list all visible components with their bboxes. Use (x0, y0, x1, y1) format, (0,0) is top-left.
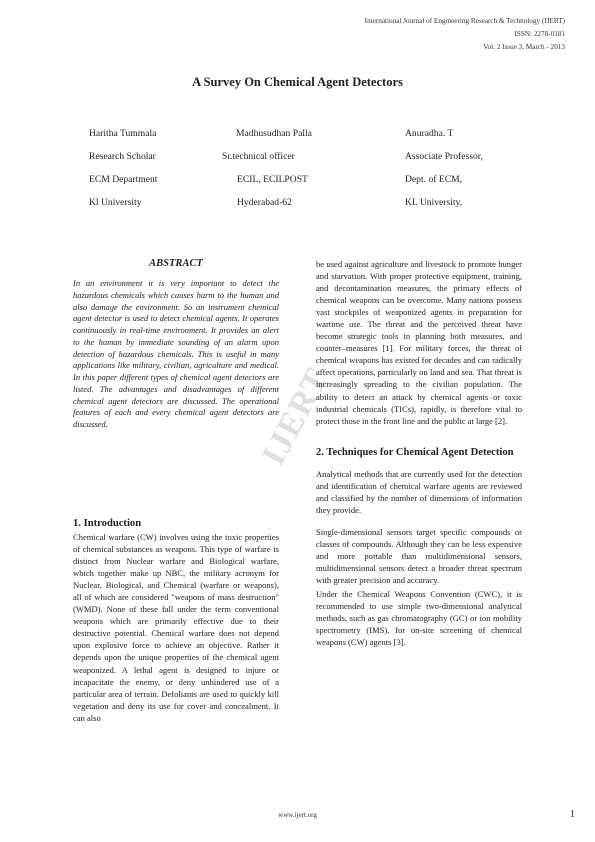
journal-name: International Journal of Engineering Research & Technology (IJERT) (364, 17, 565, 25)
page-number: 1 (570, 809, 575, 820)
left-column (73, 258, 279, 431)
author-1-org: Kl University (89, 197, 142, 208)
author-2-role: Sr.technical officer (222, 151, 295, 162)
section-2-para-1: Analytical methods that are currently used for the detection and identification of chemical warfare agents are reviewed and classified by the number of dimensions of information they provide. (316, 468, 522, 515)
author-2-dept: ECIL, ECILPOST (237, 174, 308, 185)
abstract-heading: ABSTRACT (149, 258, 203, 269)
author-2-name: Madhusudhan Palla (236, 128, 312, 139)
paper-title: A Survey On Chemical Agent Detectors (192, 75, 403, 89)
author-1-dept: ECM Department (89, 174, 158, 185)
right-column (316, 258, 522, 648)
introduction-section (73, 516, 279, 724)
issn: ISSN: 2278-0181 (514, 30, 565, 38)
author-3-name: Anuradha. T (405, 128, 454, 139)
author-1-role: Research Scholar (89, 151, 156, 162)
author-3-role: Associate Professor, (405, 151, 483, 162)
abstract-text: In an environment it is very important to detect the hazardous chemicals which causes harm to the human and also damage the environment. So an instrument chemical agent detector is used to detect chemical agents. It operates continuously in real-time environment. It provides an alert to the human by immediate sounding of an alarm upon detection of hazardous chemicals. This is useful in many applications like military, civilian, agriculture and medical. In this paper different types of chemical agent detectors are listed. The advantages and disadvantages of different chemical agent detectors are discussed. The operational features of each and every chemical agent detectors are discussed. (73, 278, 279, 430)
section-1-heading: 1. Introduction (73, 518, 142, 529)
ijert-watermark: IJERT (254, 362, 337, 472)
section-2-para-2: Single-dimensional sensors target specific compounds or classes of compounds. Although they can be less expensive and more portable than multidimensional sensors, multidimensional sensors detect a broader threat spectrum with greater precision and accuracy. (316, 526, 522, 586)
author-3-dept: Dept. of ECM, (405, 174, 463, 185)
intro-continuation-text: be used against agriculture and livestock to promote hunger and starvation. With proper protective equipment, training, and decontamination measures, the primary effects of chemical weapons can be overcome. Many nations possess vast stockpiles of weaponized agents in preparation for wartime use. The threat and the perceived threat have become strategic tools in planning both measures, and counter–measures [1]. For military forces, the threat of chemical weapons has existed for decades and can radically affect operations, particularly on land and sea. That threat is increasingly spreading to the civilian population. The ability to detect an attack by chemical agents or toxic industrial chemicals (TICs), rapidly, is therefore vital to protect those in the front line and the public at large [2]. (316, 259, 522, 426)
section-2-para-3: Under the Chemical Weapons Convention (CWC), it is recommended to use simple two-dimensional analytical methods, such as gas chromatography (GC) or ion mobility spectrometry (IMS), for on-site screening of chemical weapons (CW) agents [3]. (316, 589, 522, 648)
author-2-org: Hyderabad-62 (237, 197, 292, 208)
volume-issue: Vol. 2 Issue 3, March - 2013 (483, 43, 565, 51)
author-1-name: Haritha Tummala (89, 128, 157, 139)
section-1-text: Chemical warfare (CW) involves using the toxic properties of chemical substances as weapons. This type of warfare is distinct from Nuclear warfare and Biological warfare, which together make up NBC, the military acronym for Nuclear, Biological, and Chemical (warfare or weapons), all of which are considered "weapons of mass destruction" (WMD). None of these fall under the term conventional weapons which are primarily effective due to their destructive potential. Chemical warfare does not depend upon explosive force to achieve an objective. Rather it depends upon the unique properties of the chemical agent weaponized. A lethal agent is designed to injure or incapacitate the enemy, or deny unhindered use of a particular area of terrain. Defoliants are used to quickly kill vegetation and deny its use for cover and concealment. It can also (73, 532, 279, 723)
section-2-heading: 2. Techniques for Chemical Agent Detection (316, 446, 514, 458)
footer-url[interactable]: www.ijert.org (278, 811, 317, 819)
author-3-org: KL University, (405, 197, 463, 208)
